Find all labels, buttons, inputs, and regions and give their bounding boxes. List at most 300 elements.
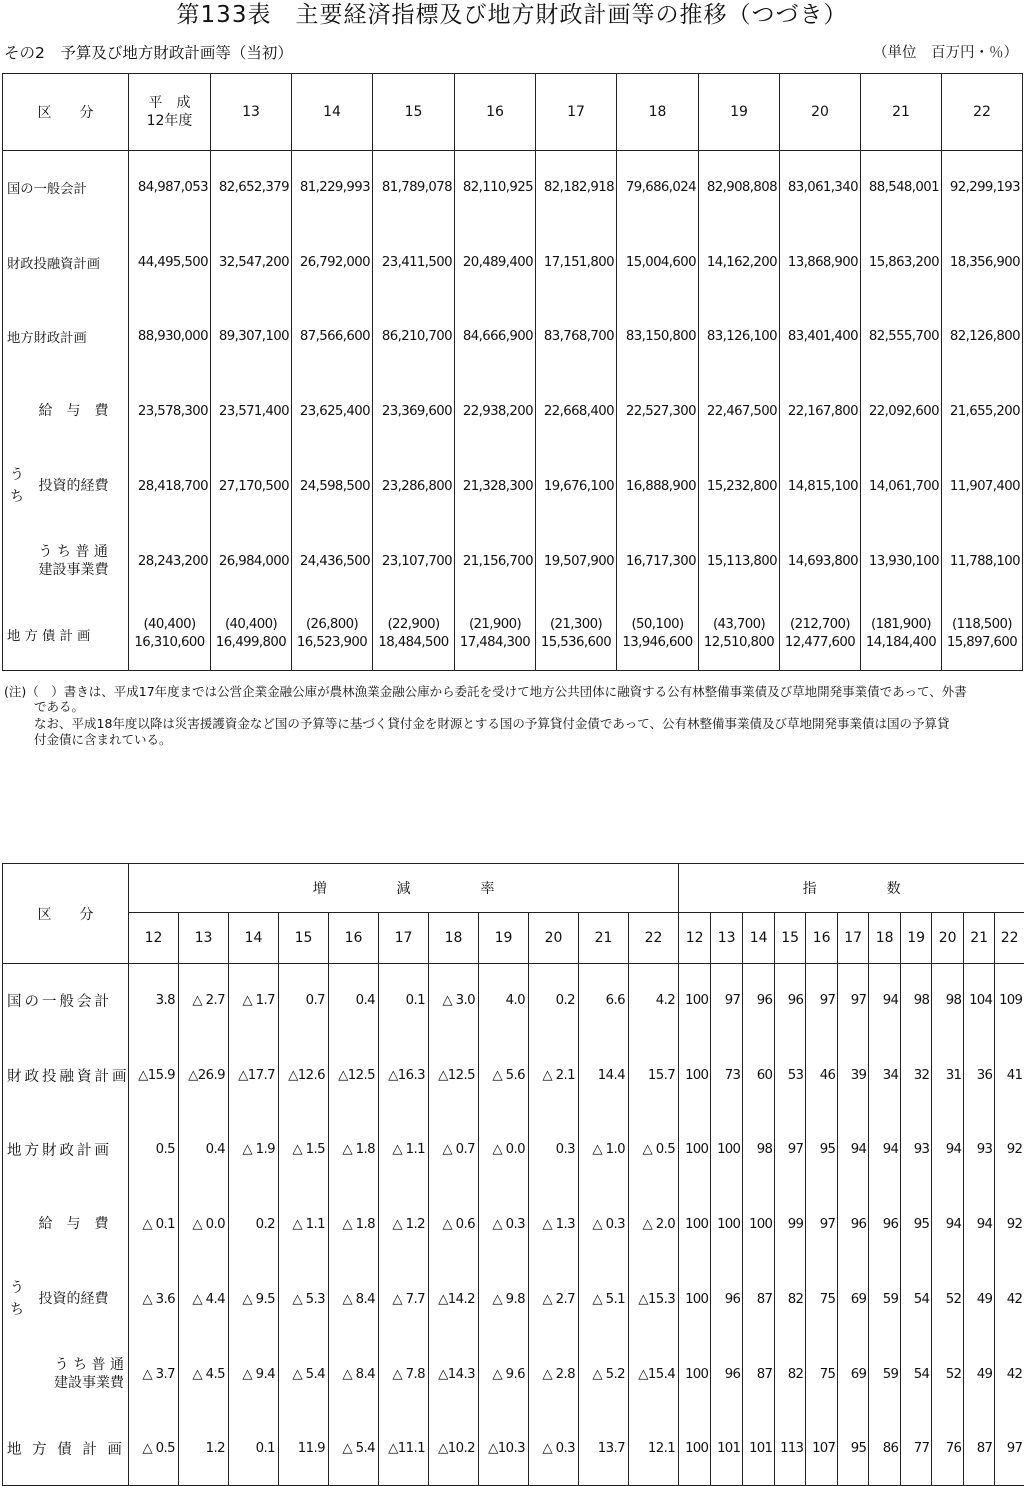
change-rate-cell: △ 0.5: [629, 1113, 679, 1187]
index-cell: 42: [995, 1262, 1024, 1337]
table-row: [3, 1412, 1024, 1486]
index-year-header: 16: [806, 913, 838, 964]
change-rate-cell: △ 9.6: [479, 1337, 529, 1412]
index-cell: 87: [964, 1412, 995, 1486]
index-cell: 100: [679, 964, 711, 1038]
change-rate-cell: △14.3: [429, 1337, 479, 1412]
change-rate-cell: △ 1.0: [579, 1113, 629, 1187]
table1-year-header: 22: [942, 74, 1023, 151]
index-cell: 107: [806, 1412, 838, 1486]
index-cell: 97: [806, 1187, 838, 1262]
footnote-line: 付金債に含まれている。: [34, 732, 172, 747]
change-rate-cell: △ 0.3: [529, 1412, 579, 1486]
index-cell: 100: [679, 1412, 711, 1486]
index-cell: 101: [711, 1412, 743, 1486]
value-cell: 83,768,700: [536, 300, 617, 374]
index-year-header: 15: [775, 913, 806, 964]
value-cell: 24,436,500: [292, 524, 373, 599]
index-cell: 86: [869, 1412, 901, 1486]
index-cell: 69: [838, 1262, 869, 1337]
value-cell: 82,555,700: [861, 300, 942, 374]
change-rate-cell: △ 1.5: [279, 1113, 329, 1187]
index-cell: 96: [869, 1187, 901, 1262]
index-cell: 104: [964, 964, 995, 1038]
row-label: 給 与 費: [31, 1187, 129, 1262]
footnote-line: (注)（ ）書きは、平成17年度までは公営企業金融公庫が農林漁業金融公庫から委託を受けて地方公共団体に融資する公有林整備事業債及び草地開発事業債であって、外書: [4, 684, 967, 699]
change-rate-cell: △ 2.7: [179, 964, 229, 1038]
index-cell: 94: [932, 1187, 964, 1262]
table1-year-header: 13: [211, 74, 292, 151]
index-cell: 92: [995, 1187, 1024, 1262]
table1-year-header: 20: [780, 74, 861, 151]
change-rate-cell: △ 8.4: [329, 1337, 379, 1412]
index-cell: 52: [932, 1337, 964, 1412]
row-label: 地方財政計画: [3, 1113, 129, 1187]
index-cell: 96: [775, 964, 806, 1038]
change-rate-cell: △ 3.7: [129, 1337, 179, 1412]
change-rate-cell: △ 9.8: [479, 1262, 529, 1337]
index-cell: 93: [901, 1113, 932, 1187]
index-cell: 46: [806, 1038, 838, 1113]
value-cell: 82,110,925: [455, 151, 536, 225]
change-year-header: 12: [129, 913, 179, 964]
index-cell: 97: [995, 1412, 1024, 1486]
value-cell: 19,676,100: [536, 449, 617, 524]
value-cell: 28,243,200: [129, 524, 211, 599]
value-cell: 26,792,000: [292, 225, 373, 300]
row-label: 国の一般会計: [3, 151, 129, 225]
change-rate-cell: △ 0.0: [179, 1187, 229, 1262]
change-rate-cell: △ 3.0: [429, 964, 479, 1038]
value-cell: 13,930,100: [861, 524, 942, 599]
change-rate-cell: 4.0: [479, 964, 529, 1038]
index-cell: 34: [869, 1038, 901, 1113]
index-cell: 98: [743, 1113, 775, 1187]
index-year-header: 19: [901, 913, 932, 964]
change-year-header: 13: [179, 913, 229, 964]
index-cell: 100: [711, 1113, 743, 1187]
change-rate-cell: 15.7: [629, 1038, 679, 1113]
index-cell: 94: [932, 1113, 964, 1187]
index-cell: 53: [775, 1038, 806, 1113]
value-cell: 88,930,000: [129, 300, 211, 374]
index-year-header: 12: [679, 913, 711, 964]
index-year-header: 18: [869, 913, 901, 964]
index-year-header: 22: [995, 913, 1024, 964]
change-rate-cell: △ 8.4: [329, 1262, 379, 1337]
change-rate-cell: △ 5.2: [579, 1337, 629, 1412]
table-row: [3, 964, 1024, 1038]
value-cell: 28,418,700: [129, 449, 211, 524]
value-cell: (40,400) 16,499,800: [211, 599, 292, 671]
change-rate-cell: △12.5: [429, 1038, 479, 1113]
index-cell: 92: [995, 1113, 1024, 1187]
value-cell: (21,900) 17,484,300: [455, 599, 536, 671]
index-cell: 75: [806, 1337, 838, 1412]
value-cell: 83,126,100: [699, 300, 780, 374]
index-year-header: 13: [711, 913, 743, 964]
value-cell: 14,061,700: [861, 449, 942, 524]
index-cell: 73: [711, 1038, 743, 1113]
index-cell: 97: [838, 964, 869, 1038]
value-cell: (40,400) 16,310,600: [129, 599, 211, 671]
index-cell: 109: [995, 964, 1024, 1038]
change-rate-cell: △ 1.1: [379, 1113, 429, 1187]
value-cell: 86,210,700: [373, 300, 455, 374]
change-rate-cell: 0.4: [329, 964, 379, 1038]
change-year-header: 16: [329, 913, 379, 964]
value-cell: (212,700) 12,477,600: [780, 599, 861, 671]
index-cell: 100: [679, 1113, 711, 1187]
table-row: [3, 374, 1023, 449]
index-cell: 97: [775, 1113, 806, 1187]
index-cell: 94: [838, 1113, 869, 1187]
uchi-label: う ち: [3, 1187, 31, 1412]
change-rate-cell: △ 0.5: [129, 1412, 179, 1486]
index-cell: 101: [743, 1412, 775, 1486]
value-cell: 23,369,600: [373, 374, 455, 449]
value-cell: 84,666,900: [455, 300, 536, 374]
row-label: 投資的経費: [31, 449, 129, 524]
value-cell: 23,411,500: [373, 225, 455, 300]
value-cell: (26,800) 16,523,900: [292, 599, 373, 671]
row-label: 財政投融資計画: [3, 1038, 129, 1113]
index-cell: 96: [711, 1262, 743, 1337]
value-cell: 24,598,500: [292, 449, 373, 524]
change-rate-cell: 12.1: [629, 1412, 679, 1486]
value-cell: 11,788,100: [942, 524, 1023, 599]
index-cell: 100: [679, 1038, 711, 1113]
value-cell: (181,900) 14,184,400: [861, 599, 942, 671]
row-label: 投資的経費: [31, 1262, 129, 1337]
change-rate-cell: △ 5.6: [479, 1038, 529, 1113]
table-row: [3, 524, 1023, 599]
table1-year-header: 16: [455, 74, 536, 151]
index-cell: 113: [775, 1412, 806, 1486]
change-rate-cell: △15.4: [629, 1337, 679, 1412]
index-cell: 59: [869, 1262, 901, 1337]
row-label: 財政投融資計画: [3, 225, 129, 300]
change-rate-cell: 1.2: [179, 1412, 229, 1486]
table1-year-header: 18: [617, 74, 699, 151]
value-cell: 21,655,200: [942, 374, 1023, 449]
change-rate-cell: △ 2.0: [629, 1187, 679, 1262]
value-cell: 82,908,808: [699, 151, 780, 225]
change-rate-cell: △ 7.8: [379, 1337, 429, 1412]
index-year-header: 20: [932, 913, 964, 964]
index-cell: 41: [995, 1038, 1024, 1113]
section-subtitle: その2 予算及び地方財政計画等（当初）: [4, 44, 293, 62]
value-cell: 82,126,800: [942, 300, 1023, 374]
row-label: う ち 普 通 建設事業費: [31, 524, 129, 599]
index-cell: 94: [964, 1187, 995, 1262]
change-rate-cell: △ 1.1: [279, 1187, 329, 1262]
change-rate-cell: △ 5.1: [579, 1262, 629, 1337]
index-cell: 31: [932, 1038, 964, 1113]
index-cell: 95: [838, 1412, 869, 1486]
value-cell: 22,527,300: [617, 374, 699, 449]
change-rate-cell: 0.2: [529, 964, 579, 1038]
change-rate-group-header: 増 減 率: [129, 864, 679, 913]
change-rate-cell: 6.6: [579, 964, 629, 1038]
index-cell: 76: [932, 1412, 964, 1486]
change-rate-cell: 0.1: [379, 964, 429, 1038]
value-cell: (22,900) 18,484,500: [373, 599, 455, 671]
index-group-header: 指 数: [679, 864, 1024, 913]
index-cell: 59: [869, 1337, 901, 1412]
value-cell: 32,547,200: [211, 225, 292, 300]
change-rate-cell: △ 0.7: [429, 1113, 479, 1187]
value-cell: 21,328,300: [455, 449, 536, 524]
value-cell: 20,489,400: [455, 225, 536, 300]
index-cell: 98: [932, 964, 964, 1038]
value-cell: 23,571,400: [211, 374, 292, 449]
index-cell: 100: [711, 1187, 743, 1262]
table1-year-header: 17: [536, 74, 617, 151]
value-cell: 89,307,100: [211, 300, 292, 374]
value-cell: 44,495,500: [129, 225, 211, 300]
change-rate-cell: △ 5.4: [329, 1412, 379, 1486]
change-rate-cell: △ 1.8: [329, 1187, 379, 1262]
value-cell: 81,229,993: [292, 151, 373, 225]
value-cell: 23,107,700: [373, 524, 455, 599]
index-cell: 87: [743, 1337, 775, 1412]
change-rate-cell: △ 0.3: [579, 1187, 629, 1262]
change-rate-cell: △ 5.3: [279, 1262, 329, 1337]
change-rate-cell: △ 9.4: [229, 1337, 279, 1412]
index-cell: 100: [679, 1262, 711, 1337]
value-cell: 13,868,900: [780, 225, 861, 300]
change-rate-cell: △ 0.0: [479, 1113, 529, 1187]
value-cell: 81,789,078: [373, 151, 455, 225]
change-rate-cell: △10.2: [429, 1412, 479, 1486]
change-year-header: 21: [579, 913, 629, 964]
change-rate-cell: △ 2.7: [529, 1262, 579, 1337]
index-cell: 95: [901, 1187, 932, 1262]
index-year-header: 17: [838, 913, 869, 964]
change-rate-cell: △ 5.4: [279, 1337, 329, 1412]
index-cell: 52: [932, 1262, 964, 1337]
index-cell: 96: [838, 1187, 869, 1262]
change-rate-cell: △ 0.1: [129, 1187, 179, 1262]
index-cell: 82: [775, 1337, 806, 1412]
uchi-label: う ち: [3, 374, 31, 599]
value-cell: 83,061,340: [780, 151, 861, 225]
change-rate-cell: △ 3.6: [129, 1262, 179, 1337]
index-cell: 94: [869, 1113, 901, 1187]
table-row: [3, 151, 1023, 225]
table-row: [3, 1337, 1024, 1412]
change-rate-cell: △ 1.7: [229, 964, 279, 1038]
index-cell: 77: [901, 1412, 932, 1486]
change-rate-index-table: [2, 863, 1024, 1486]
table1-year-header: 平 成 12年度: [129, 74, 211, 151]
table-row: [3, 1262, 1024, 1337]
index-cell: 100: [679, 1337, 711, 1412]
change-rate-cell: △ 9.5: [229, 1262, 279, 1337]
change-rate-cell: △ 2.1: [529, 1038, 579, 1113]
index-cell: 49: [964, 1337, 995, 1412]
value-cell: 22,467,500: [699, 374, 780, 449]
change-rate-cell: △17.7: [229, 1038, 279, 1113]
value-cell: 14,162,200: [699, 225, 780, 300]
value-cell: 22,938,200: [455, 374, 536, 449]
table1-label-header: 区 分: [3, 74, 129, 151]
value-cell: 23,625,400: [292, 374, 373, 449]
change-rate-cell: 0.7: [279, 964, 329, 1038]
table2-label-header: 区 分: [3, 864, 129, 964]
value-cell: 79,686,024: [617, 151, 699, 225]
table1-year-header: 19: [699, 74, 780, 151]
change-rate-cell: 0.5: [129, 1113, 179, 1187]
value-cell: 23,578,300: [129, 374, 211, 449]
row-label: 地方財政計画: [3, 300, 129, 374]
index-cell: 49: [964, 1262, 995, 1337]
value-cell: 22,167,800: [780, 374, 861, 449]
change-rate-cell: 0.3: [529, 1113, 579, 1187]
table1-year-header: 14: [292, 74, 373, 151]
index-cell: 94: [869, 964, 901, 1038]
value-cell: 82,182,918: [536, 151, 617, 225]
index-cell: 42: [995, 1337, 1024, 1412]
table1-year-header: 15: [373, 74, 455, 151]
value-cell: 19,507,900: [536, 524, 617, 599]
change-rate-cell: △ 1.3: [529, 1187, 579, 1262]
value-cell: 11,907,400: [942, 449, 1023, 524]
index-cell: 100: [743, 1187, 775, 1262]
row-label: 国の一般会計: [3, 964, 129, 1038]
index-cell: 100: [679, 1187, 711, 1262]
change-rate-cell: 13.7: [579, 1412, 629, 1486]
index-cell: 98: [901, 964, 932, 1038]
change-rate-cell: △26.9: [179, 1038, 229, 1113]
index-cell: 96: [711, 1337, 743, 1412]
change-rate-cell: 0.2: [229, 1187, 279, 1262]
value-cell: 15,232,800: [699, 449, 780, 524]
value-cell: 18,356,900: [942, 225, 1023, 300]
value-cell: 22,668,400: [536, 374, 617, 449]
value-cell: 15,113,800: [699, 524, 780, 599]
change-year-header: 18: [429, 913, 479, 964]
change-rate-cell: △12.5: [329, 1038, 379, 1113]
value-cell: 17,151,800: [536, 225, 617, 300]
table-row: [3, 599, 1023, 671]
value-cell: 15,004,600: [617, 225, 699, 300]
value-cell: 84,987,053: [129, 151, 211, 225]
table-row: [3, 1113, 1024, 1187]
value-cell: 22,092,600: [861, 374, 942, 449]
value-cell: 16,717,300: [617, 524, 699, 599]
index-cell: 93: [964, 1113, 995, 1187]
index-cell: 82: [775, 1262, 806, 1337]
row-label: う ち 普 通 建設事業費: [31, 1337, 129, 1412]
change-year-header: 22: [629, 913, 679, 964]
table-row: [3, 1038, 1024, 1113]
value-cell: 88,548,001: [861, 151, 942, 225]
index-cell: 95: [806, 1113, 838, 1187]
table-row: [3, 300, 1023, 374]
index-year-header: 14: [743, 913, 775, 964]
value-cell: 83,401,400: [780, 300, 861, 374]
index-cell: 97: [711, 964, 743, 1038]
table-row: [3, 449, 1023, 524]
change-rate-cell: △ 7.7: [379, 1262, 429, 1337]
change-rate-cell: △11.1: [379, 1412, 429, 1486]
change-rate-cell: △ 1.9: [229, 1113, 279, 1187]
page-title: 第133表 主要経済指標及び地方財政計画等の推移（つづき）: [176, 2, 848, 28]
value-cell: 14,815,100: [780, 449, 861, 524]
row-label: 地 方 債 計 画: [3, 1412, 129, 1486]
row-label: 地 方 債 計 画: [3, 599, 129, 671]
change-year-header: 14: [229, 913, 279, 964]
change-rate-cell: △ 4.5: [179, 1337, 229, 1412]
index-year-header: 21: [964, 913, 995, 964]
change-rate-cell: 0.4: [179, 1113, 229, 1187]
index-cell: 60: [743, 1038, 775, 1113]
value-cell: 87,566,600: [292, 300, 373, 374]
index-cell: 97: [806, 964, 838, 1038]
value-cell: 21,156,700: [455, 524, 536, 599]
change-rate-cell: △15.3: [629, 1262, 679, 1337]
value-cell: (50,100) 13,946,600: [617, 599, 699, 671]
change-rate-cell: △15.9: [129, 1038, 179, 1113]
change-rate-cell: 4.2: [629, 964, 679, 1038]
change-rate-cell: △10.3: [479, 1412, 529, 1486]
table-row: [3, 1187, 1024, 1262]
row-label: 給 与 費: [31, 374, 129, 449]
change-rate-cell: △ 0.6: [429, 1187, 479, 1262]
value-cell: 83,150,800: [617, 300, 699, 374]
change-rate-cell: 14.4: [579, 1038, 629, 1113]
value-cell: 23,286,800: [373, 449, 455, 524]
value-cell: 27,170,500: [211, 449, 292, 524]
value-cell: (43,700) 12,510,800: [699, 599, 780, 671]
change-rate-cell: △ 2.8: [529, 1337, 579, 1412]
value-cell: 15,863,200: [861, 225, 942, 300]
value-cell: 14,693,800: [780, 524, 861, 599]
change-rate-cell: △14.2: [429, 1262, 479, 1337]
footnote-line: なお、平成18年度以降は災害援護資金など国の予算等に基づく貸付金を財源とする国の予算貸付金債であって、公有林整備事業債及び草地開発事業債は国の予算貸: [34, 716, 950, 731]
change-rate-cell: △16.3: [379, 1038, 429, 1113]
budget-table: [2, 73, 1023, 671]
change-rate-cell: △12.6: [279, 1038, 329, 1113]
index-cell: 96: [743, 964, 775, 1038]
footnote-line: である。: [34, 699, 85, 714]
value-cell: 82,652,379: [211, 151, 292, 225]
value-cell: 26,984,000: [211, 524, 292, 599]
index-cell: 75: [806, 1262, 838, 1337]
index-cell: 54: [901, 1262, 932, 1337]
value-cell: (21,300) 15,536,600: [536, 599, 617, 671]
index-cell: 32: [901, 1038, 932, 1113]
value-cell: (118,500) 15,897,600: [942, 599, 1023, 671]
change-rate-cell: △ 1.2: [379, 1187, 429, 1262]
index-cell: 99: [775, 1187, 806, 1262]
change-rate-cell: 3.8: [129, 964, 179, 1038]
index-cell: 87: [743, 1262, 775, 1337]
table-row: [3, 225, 1023, 300]
index-cell: 39: [838, 1038, 869, 1113]
change-rate-cell: 11.9: [279, 1412, 329, 1486]
change-rate-cell: 0.1: [229, 1412, 279, 1486]
value-cell: 16,888,900: [617, 449, 699, 524]
change-rate-cell: △ 4.4: [179, 1262, 229, 1337]
table1-year-header: 21: [861, 74, 942, 151]
change-rate-cell: △ 1.8: [329, 1113, 379, 1187]
index-cell: 54: [901, 1337, 932, 1412]
change-year-header: 20: [529, 913, 579, 964]
change-year-header: 17: [379, 913, 429, 964]
